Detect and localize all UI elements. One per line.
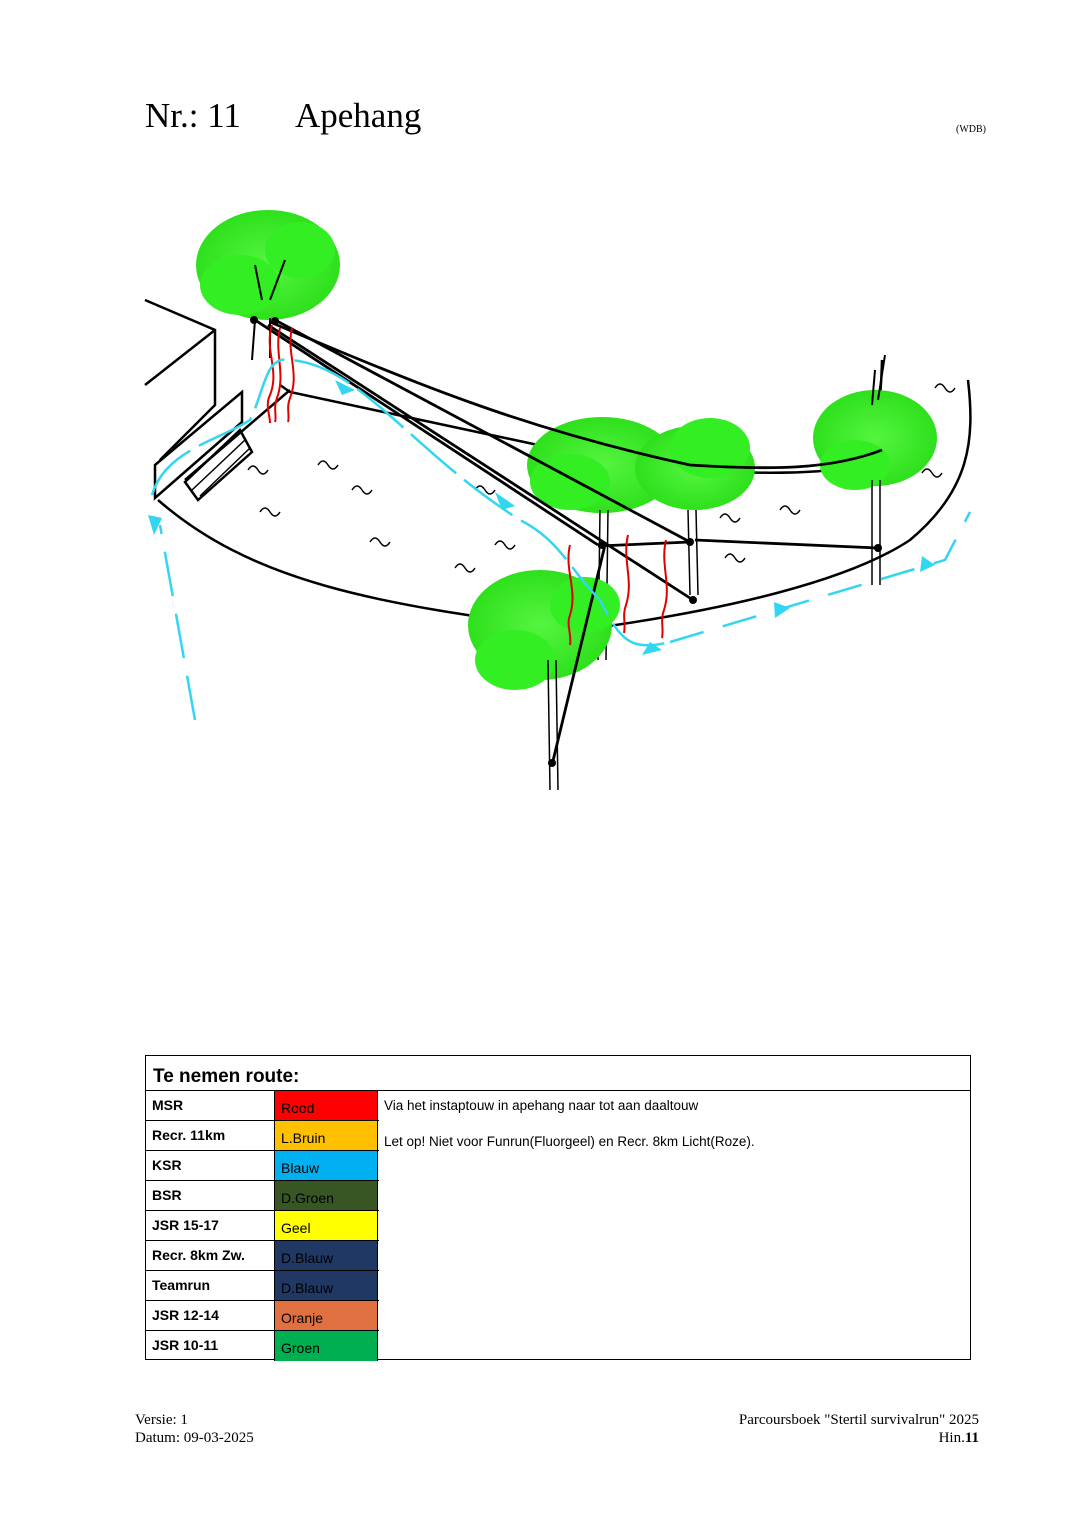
route-row-jsr-12-14 [146,1301,379,1331]
route-notes [379,1091,970,1151]
obstacle-number: Nr.: 11 [145,96,241,135]
booklet-title: Parcoursboek "Stertil survivalrun" 2025 [738,1412,979,1428]
route-category: JSR 10-11 [146,1331,275,1361]
route-row-bsr [146,1181,379,1211]
route-table-title: Te nemen route: [146,1056,970,1091]
obstacle-name: Apehang [295,96,422,135]
route-color: Rood [275,1091,378,1120]
rope-knots [250,316,882,767]
date: Datum: 09-03-2025 [135,1430,254,1446]
route-color: L.Bruin [275,1121,378,1150]
page-number: Hin.11 [938,1430,979,1446]
route-category: MSR [146,1091,275,1120]
route-color: Oranje [275,1301,378,1330]
route-category: JSR 15-17 [146,1211,275,1240]
route-row-ksr [146,1151,379,1181]
route-category: Recr. 11km [146,1121,275,1150]
version: Versie: 1 [135,1412,188,1428]
obstacle-code: (WDB) [956,124,986,135]
route-category: Teamrun [146,1271,275,1300]
ropes [252,318,882,765]
route-color: Geel [275,1211,378,1240]
route-row-recr-8km [146,1241,379,1271]
route-color: Blauw [275,1151,378,1180]
route-note: Let op! Niet voor Funrun(Fluorgeel) en Recr. 8km Licht(Roze). [384,1134,755,1149]
route-rows [146,1091,379,1361]
route-row-jsr-15-17 [146,1211,379,1241]
route-table [145,1055,971,1360]
route-row-recr-11km [146,1121,379,1151]
route-row-msr [146,1091,379,1121]
route-category: BSR [146,1181,275,1210]
route-color: Groen [275,1331,378,1361]
route-note: Via het instaptouw in apehang naar tot aan daaltouw [384,1098,699,1113]
route-category: Recr. 8km Zw. [146,1241,275,1270]
route-color: D.Blauw [275,1271,378,1300]
tree-center-right [635,418,755,595]
route-color: D.Groen [275,1181,378,1210]
tree-front [468,570,620,790]
route-category: KSR [146,1151,275,1180]
route-color: D.Blauw [275,1241,378,1270]
obstacle-diagram [130,190,990,810]
footer-left [135,1411,254,1447]
route-row-teamrun [146,1271,379,1301]
footer-right [739,1411,979,1447]
route-row-jsr-10-11 [146,1331,379,1361]
obstacle-title [145,96,421,136]
route-category: JSR 12-14 [146,1301,275,1330]
tree-left [196,210,340,360]
